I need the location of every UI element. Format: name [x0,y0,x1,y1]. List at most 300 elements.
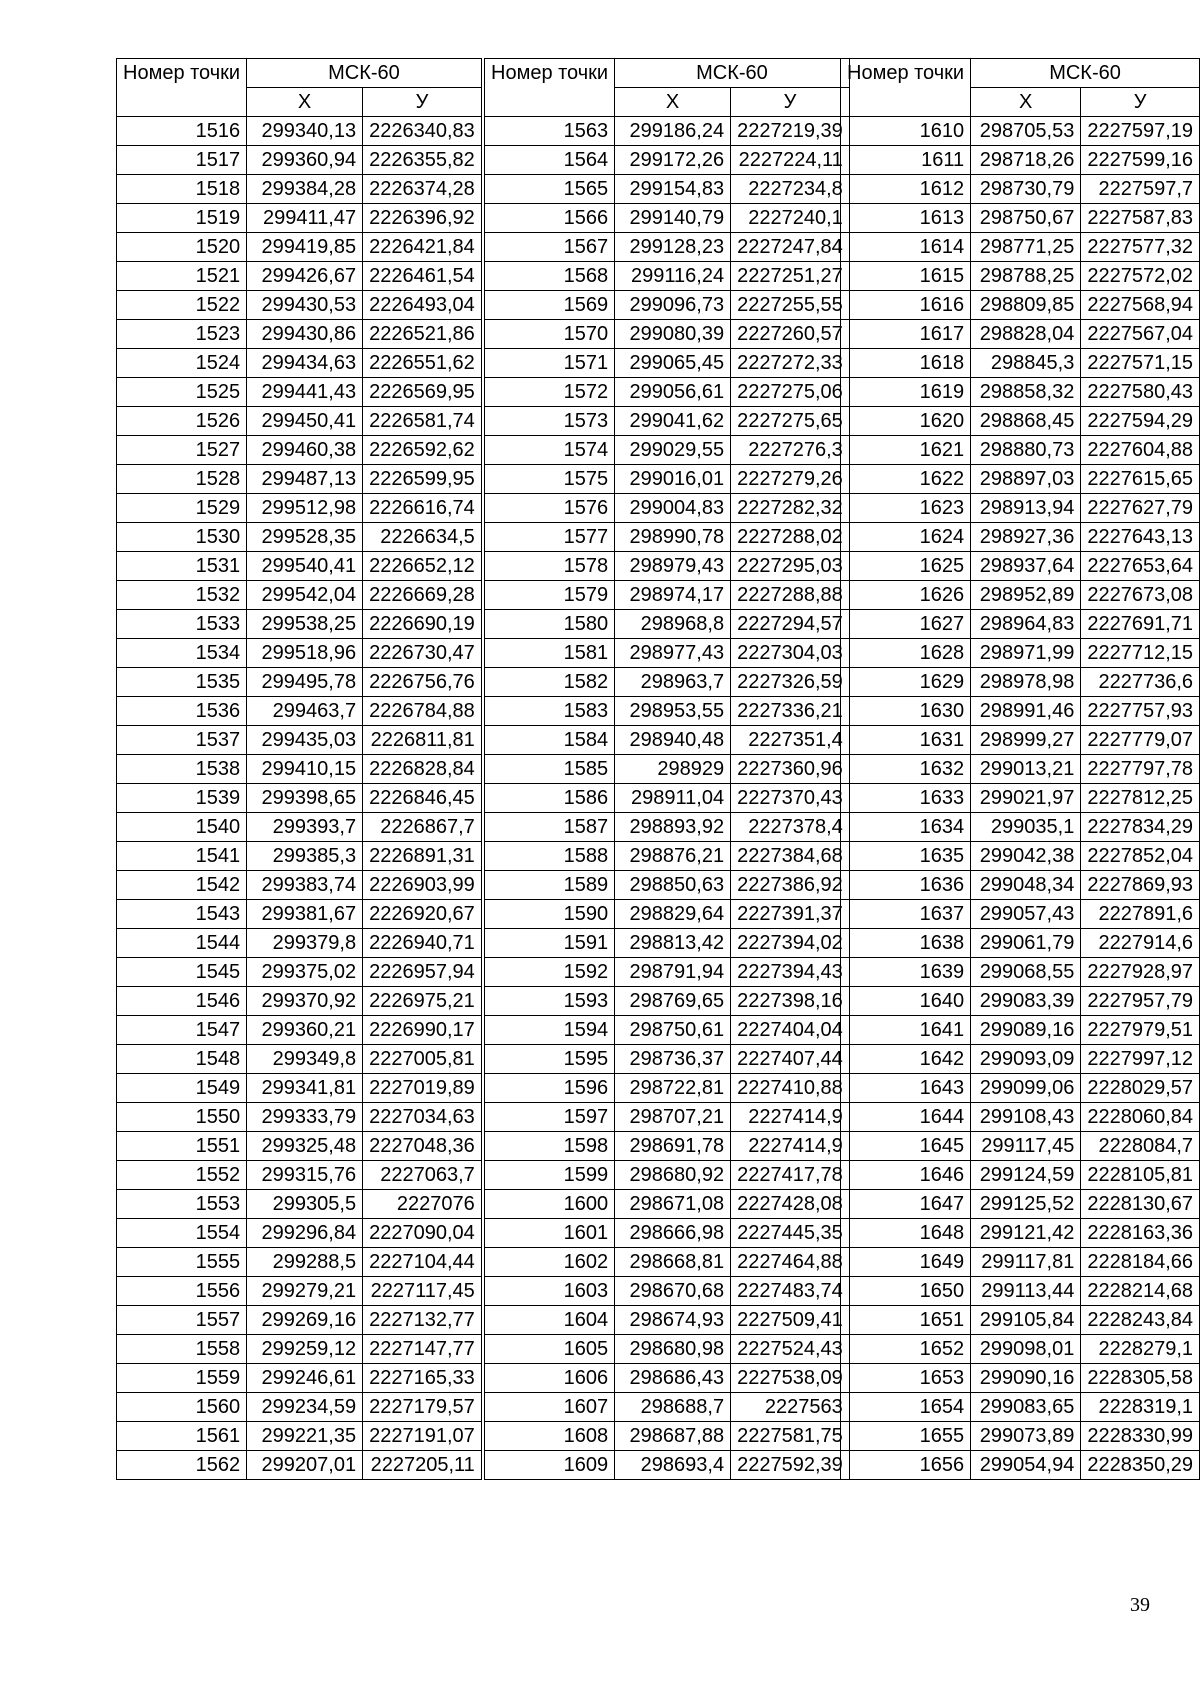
y-coordinate-cell: 2227571,15 [1081,349,1200,378]
x-coordinate-cell: 298952,89 [971,581,1081,610]
y-coordinate-cell: 2228060,84 [1081,1103,1200,1132]
table-row [117,958,482,987]
x-coordinate-cell: 299333,79 [247,1103,363,1132]
y-coordinate-cell: 2227577,32 [1081,233,1200,262]
x-coordinate-cell: 298929 [615,755,731,784]
table-row [485,465,850,494]
table-row [841,204,1200,233]
point-number-cell: 1531 [117,552,247,581]
table-row [841,1190,1200,1219]
table-row [841,639,1200,668]
point-number-cell: 1529 [117,494,247,523]
table-row [841,349,1200,378]
table-row [485,1161,850,1190]
x-coordinate-cell: 299021,97 [971,784,1081,813]
x-coordinate-cell: 299108,43 [971,1103,1081,1132]
point-number-cell: 1561 [117,1422,247,1451]
table-row [485,204,850,233]
table-row [485,842,850,871]
y-coordinate-cell: 2228163,36 [1081,1219,1200,1248]
x-coordinate-cell: 299042,38 [971,842,1081,871]
y-coordinate-cell: 2226891,31 [363,842,482,871]
point-number-cell: 1530 [117,523,247,552]
x-coordinate-cell: 298964,83 [971,610,1081,639]
x-coordinate-cell: 299048,34 [971,871,1081,900]
point-number-cell: 1618 [841,349,971,378]
y-coordinate-cell: 2227673,08 [1081,581,1200,610]
x-coordinate-cell: 298687,88 [615,1422,731,1451]
table-row [841,1132,1200,1161]
table-row [841,842,1200,871]
y-coordinate-cell: 2228105,81 [1081,1161,1200,1190]
y-coordinate-cell: 2227597,19 [1081,117,1200,146]
point-number-cell: 1623 [841,494,971,523]
table-row [841,1045,1200,1074]
point-number-cell: 1522 [117,291,247,320]
y-coordinate-cell: 2226828,84 [363,755,482,784]
y-coordinate-cell: 2226374,28 [363,175,482,204]
x-coordinate-cell: 298791,94 [615,958,731,987]
point-number-cell: 1532 [117,581,247,610]
x-coordinate-cell: 299384,28 [247,175,363,204]
point-number-cell: 1535 [117,668,247,697]
x-coordinate-cell: 298671,08 [615,1190,731,1219]
table-row [117,1248,482,1277]
x-coordinate-cell: 299434,63 [247,349,363,378]
point-number-cell: 1633 [841,784,971,813]
x-coordinate-cell: 299083,65 [971,1393,1081,1422]
point-number-cell: 1546 [117,987,247,1016]
y-coordinate-cell: 2227048,36 [363,1132,482,1161]
x-coordinate-cell: 299383,74 [247,871,363,900]
point-number-cell: 1549 [117,1074,247,1103]
point-number-cell: 1640 [841,987,971,1016]
table-row [841,1219,1200,1248]
point-number-cell: 1577 [485,523,615,552]
point-number-cell: 1591 [485,929,615,958]
point-number-cell: 1597 [485,1103,615,1132]
point-number-cell: 1628 [841,639,971,668]
y-coordinate-cell: 2227812,25 [1081,784,1200,813]
point-number-cell: 1564 [485,146,615,175]
point-number-cell: 1644 [841,1103,971,1132]
point-number-cell: 1611 [841,146,971,175]
x-coordinate-cell: 299125,52 [971,1190,1081,1219]
y-coordinate-cell: 2226730,47 [363,639,482,668]
x-coordinate-cell: 299411,47 [247,204,363,233]
y-coordinate-cell: 2227398,16 [731,987,850,1016]
x-coordinate-cell: 298691,78 [615,1132,731,1161]
point-number-cell: 1593 [485,987,615,1016]
table-row [841,1161,1200,1190]
y-coordinate-cell: 2227509,41 [731,1306,850,1335]
x-coordinate-cell: 299430,86 [247,320,363,349]
x-coordinate-cell: 298868,45 [971,407,1081,436]
point-number-cell: 1592 [485,958,615,987]
x-coordinate-cell: 299518,96 [247,639,363,668]
x-coordinate-cell: 299410,15 [247,755,363,784]
y-coordinate-cell: 2227384,68 [731,842,850,871]
table-row [117,175,482,204]
point-number-cell: 1635 [841,842,971,871]
table-row [117,552,482,581]
y-coordinate-cell: 2226903,99 [363,871,482,900]
y-coordinate-cell: 2226493,04 [363,291,482,320]
y-coordinate-cell: 2226846,45 [363,784,482,813]
table-row [117,436,482,465]
x-coordinate-cell: 298937,64 [971,552,1081,581]
table-row [485,581,850,610]
y-coordinate-cell: 2227288,02 [731,523,850,552]
point-number-cell: 1602 [485,1248,615,1277]
point-number-cell: 1579 [485,581,615,610]
point-number-cell: 1537 [117,726,247,755]
x-coordinate-cell: 298990,78 [615,523,731,552]
y-coordinate-cell: 2227524,43 [731,1335,850,1364]
x-coordinate-cell: 298897,03 [971,465,1081,494]
table-row [117,1132,482,1161]
point-number-cell: 1525 [117,378,247,407]
x-coordinate-cell: 299375,02 [247,958,363,987]
table-row [485,784,850,813]
x-coordinate-cell: 299234,59 [247,1393,363,1422]
point-number-cell: 1527 [117,436,247,465]
x-coordinate-cell: 298893,92 [615,813,731,842]
table-row [485,291,850,320]
table-row [117,407,482,436]
y-coordinate-cell: 2227483,74 [731,1277,850,1306]
table-row [841,436,1200,465]
x-coordinate-cell: 299269,16 [247,1306,363,1335]
y-coordinate-cell: 2226957,94 [363,958,482,987]
table-row [485,871,850,900]
point-number-cell: 1636 [841,871,971,900]
point-number-cell: 1648 [841,1219,971,1248]
coordinate-system-header: МСК-60 [247,59,482,88]
x-coordinate-cell: 299054,94 [971,1451,1081,1480]
point-number-cell: 1601 [485,1219,615,1248]
point-number-cell: 1649 [841,1248,971,1277]
table-row [117,349,482,378]
x-coordinate-cell: 299495,78 [247,668,363,697]
x-coordinate-cell: 299296,84 [247,1219,363,1248]
y-coordinate-cell: 2226396,92 [363,204,482,233]
x-coordinate-cell: 299061,79 [971,929,1081,958]
point-number-cell: 1651 [841,1306,971,1335]
x-coordinate-cell: 298750,61 [615,1016,731,1045]
y-coordinate-cell: 2226867,7 [363,813,482,842]
x-coordinate-cell: 299381,67 [247,900,363,929]
y-coordinate-cell: 2227294,57 [731,610,850,639]
table-row [117,987,482,1016]
x-coordinate-cell: 299124,59 [971,1161,1081,1190]
x-coordinate-cell: 299105,84 [971,1306,1081,1335]
y-coordinate-cell: 2227653,64 [1081,552,1200,581]
table-row [117,1103,482,1132]
point-number-cell: 1594 [485,1016,615,1045]
point-number-cell: 1557 [117,1306,247,1335]
point-number-cell: 1656 [841,1451,971,1480]
point-number-cell: 1603 [485,1277,615,1306]
x-coordinate-cell: 298876,21 [615,842,731,871]
x-coordinate-cell: 298829,64 [615,900,731,929]
y-coordinate-cell: 2226975,21 [363,987,482,1016]
point-number-cell: 1604 [485,1306,615,1335]
y-coordinate-cell: 2228214,68 [1081,1277,1200,1306]
x-coordinate-cell: 299065,45 [615,349,731,378]
point-number-cell: 1609 [485,1451,615,1480]
y-coordinate-cell: 2227360,96 [731,755,850,784]
x-coordinate-cell: 299117,81 [971,1248,1081,1277]
y-coordinate-cell: 2228279,1 [1081,1335,1200,1364]
y-coordinate-cell: 2227736,6 [1081,668,1200,697]
table-row [841,813,1200,842]
table-row [117,204,482,233]
y-coordinate-cell: 2227410,88 [731,1074,850,1103]
table-row [841,1016,1200,1045]
table-row [841,378,1200,407]
point-number-cell: 1539 [117,784,247,813]
x-header: Х [615,88,731,117]
y-coordinate-cell: 2227090,04 [363,1219,482,1248]
table-row [841,929,1200,958]
x-coordinate-cell: 299221,35 [247,1422,363,1451]
table-row [485,987,850,1016]
table-row [485,1422,850,1451]
y-coordinate-cell: 2227691,71 [1081,610,1200,639]
y-coordinate-cell: 2228243,84 [1081,1306,1200,1335]
point-number-cell: 1573 [485,407,615,436]
table-row [485,1103,850,1132]
point-number-cell: 1568 [485,262,615,291]
point-number-cell: 1569 [485,291,615,320]
y-coordinate-cell: 2227260,57 [731,320,850,349]
y-coordinate-cell: 2227326,59 [731,668,850,697]
y-coordinate-cell: 2227592,39 [731,1451,850,1480]
point-number-cell: 1641 [841,1016,971,1045]
table-row [117,1422,482,1451]
point-number-cell: 1580 [485,610,615,639]
x-coordinate-cell: 298771,25 [971,233,1081,262]
y-coordinate-cell: 2227240,1 [731,204,850,233]
y-header: У [1081,88,1200,117]
table-row [117,610,482,639]
y-coordinate-cell: 2227797,78 [1081,755,1200,784]
y-coordinate-cell: 2228330,99 [1081,1422,1200,1451]
table-row [485,233,850,262]
x-coordinate-cell: 298927,36 [971,523,1081,552]
y-coordinate-cell: 2226940,71 [363,929,482,958]
point-number-cell: 1616 [841,291,971,320]
y-coordinate-cell: 2227615,65 [1081,465,1200,494]
y-coordinate-cell: 2227567,04 [1081,320,1200,349]
point-number-cell: 1587 [485,813,615,842]
y-coordinate-cell: 2227272,33 [731,349,850,378]
point-number-cell: 1558 [117,1335,247,1364]
x-coordinate-cell: 299305,5 [247,1190,363,1219]
table-row [485,900,850,929]
point-number-cell: 1552 [117,1161,247,1190]
x-coordinate-cell: 298666,98 [615,1219,731,1248]
x-coordinate-cell: 299540,41 [247,552,363,581]
y-coordinate-cell: 2227276,3 [731,436,850,465]
y-coordinate-cell: 2227928,97 [1081,958,1200,987]
point-number-cell: 1605 [485,1335,615,1364]
y-coordinate-cell: 2226652,12 [363,552,482,581]
y-coordinate-cell: 2227224,11 [731,146,850,175]
y-coordinate-cell: 2226592,62 [363,436,482,465]
table-row [841,1103,1200,1132]
table-row [841,320,1200,349]
table-row [485,1277,850,1306]
table-row [485,1248,850,1277]
coordinates-table-3 [840,58,1200,1480]
table-row [485,1219,850,1248]
x-coordinate-cell: 299426,67 [247,262,363,291]
table-row [485,1045,850,1074]
table-row [485,262,850,291]
y-coordinate-cell: 2227580,43 [1081,378,1200,407]
y-coordinate-cell: 2228184,66 [1081,1248,1200,1277]
table-row [841,668,1200,697]
point-number-cell: 1534 [117,639,247,668]
point-number-cell: 1586 [485,784,615,813]
x-coordinate-cell: 299098,01 [971,1335,1081,1364]
y-coordinate-cell: 2227394,02 [731,929,850,958]
y-header: У [363,88,482,117]
table-row [485,610,850,639]
point-number-cell: 1612 [841,175,971,204]
table-row [841,1074,1200,1103]
point-number-cell: 1574 [485,436,615,465]
x-coordinate-cell: 299341,81 [247,1074,363,1103]
y-coordinate-cell: 2227282,32 [731,494,850,523]
x-coordinate-cell: 299057,43 [971,900,1081,929]
y-coordinate-cell: 2227275,06 [731,378,850,407]
point-number-cell: 1565 [485,175,615,204]
table-row [117,639,482,668]
table-row [117,146,482,175]
y-coordinate-cell: 2226920,67 [363,900,482,929]
y-coordinate-cell: 2227234,8 [731,175,850,204]
point-number-cell: 1538 [117,755,247,784]
table-row [485,436,850,465]
x-coordinate-cell: 299259,12 [247,1335,363,1364]
table-row [117,755,482,784]
table-row [485,958,850,987]
y-coordinate-cell: 2227255,55 [731,291,850,320]
point-number-cell: 1548 [117,1045,247,1074]
table-row [841,755,1200,784]
y-coordinate-cell: 2227914,6 [1081,929,1200,958]
x-coordinate-cell: 299340,13 [247,117,363,146]
point-number-cell: 1610 [841,117,971,146]
y-coordinate-cell: 2227378,4 [731,813,850,842]
point-number-cell: 1632 [841,755,971,784]
point-number-cell: 1519 [117,204,247,233]
y-coordinate-cell: 2226616,74 [363,494,482,523]
y-coordinate-cell: 2227370,43 [731,784,850,813]
y-coordinate-cell: 2227063,7 [363,1161,482,1190]
x-coordinate-cell: 298828,04 [971,320,1081,349]
x-coordinate-cell: 298686,43 [615,1364,731,1393]
point-number-cell: 1631 [841,726,971,755]
x-coordinate-cell: 298974,17 [615,581,731,610]
y-coordinate-cell: 2227407,44 [731,1045,850,1074]
table-row [485,1364,850,1393]
table-row [841,581,1200,610]
x-coordinate-cell: 299128,23 [615,233,731,262]
point-number-cell: 1624 [841,523,971,552]
x-coordinate-cell: 299056,61 [615,378,731,407]
y-coordinate-cell: 2228029,57 [1081,1074,1200,1103]
point-number-cell: 1589 [485,871,615,900]
point-number-cell: 1554 [117,1219,247,1248]
table-row [485,320,850,349]
table-row [117,842,482,871]
point-number-cell: 1646 [841,1161,971,1190]
point-number-cell: 1626 [841,581,971,610]
point-number-cell: 1584 [485,726,615,755]
table-row [485,726,850,755]
table-row [841,1306,1200,1335]
x-coordinate-cell: 298999,27 [971,726,1081,755]
x-coordinate-cell: 298718,26 [971,146,1081,175]
table-row [117,929,482,958]
table-row [485,349,850,378]
table-row [485,494,850,523]
y-coordinate-cell: 2228130,67 [1081,1190,1200,1219]
y-coordinate-cell: 2227581,75 [731,1422,850,1451]
x-coordinate-cell: 299099,06 [971,1074,1081,1103]
point-number-cell: 1542 [117,871,247,900]
y-coordinate-cell: 2226634,5 [363,523,482,552]
table-row [485,1016,850,1045]
point-number-cell: 1528 [117,465,247,494]
point-number-cell: 1550 [117,1103,247,1132]
table-row [485,1451,850,1480]
x-coordinate-cell: 299035,1 [971,813,1081,842]
x-coordinate-cell: 299435,03 [247,726,363,755]
y-coordinate-cell: 2227599,16 [1081,146,1200,175]
x-coordinate-cell: 299029,55 [615,436,731,465]
point-number-cell: 1638 [841,929,971,958]
x-coordinate-cell: 298705,53 [971,117,1081,146]
table-row [841,262,1200,291]
x-coordinate-cell: 299113,44 [971,1277,1081,1306]
point-number-cell: 1553 [117,1190,247,1219]
x-coordinate-cell: 298953,55 [615,697,731,726]
point-number-cell: 1547 [117,1016,247,1045]
table-row [117,291,482,320]
table-row [485,1190,850,1219]
y-coordinate-cell: 2227568,94 [1081,291,1200,320]
table-row [117,1451,482,1480]
point-number-cell: 1545 [117,958,247,987]
x-coordinate-cell: 299083,39 [971,987,1081,1016]
point-number-cell: 1650 [841,1277,971,1306]
point-number-header: Номер точки [841,59,971,117]
y-coordinate-cell: 2227295,03 [731,552,850,581]
point-number-cell: 1541 [117,842,247,871]
y-coordinate-cell: 2227219,39 [731,117,850,146]
point-number-cell: 1582 [485,668,615,697]
x-coordinate-cell: 299315,76 [247,1161,363,1190]
table-row [117,262,482,291]
table-row [117,523,482,552]
point-number-cell: 1625 [841,552,971,581]
coordinates-table-2 [484,58,850,1480]
